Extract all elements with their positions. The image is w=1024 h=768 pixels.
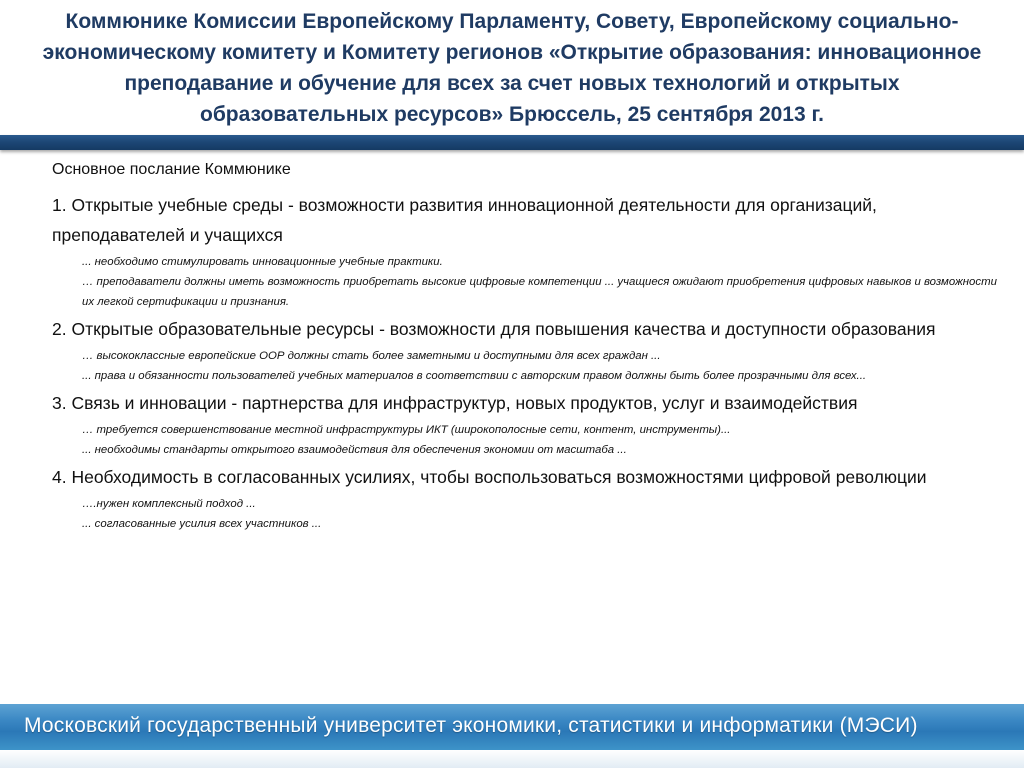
bullet-item: ….нужен комплексный подход ... [82,498,256,510]
section-bullets [82,346,997,386]
section-1 [52,190,997,312]
bullet-item: ... необходимо стимулировать инновационные учебные практики. [82,256,443,268]
section-heading: 2. Открытые образовательные ресурсы - возможности для повышения качества и доступности образования [52,319,936,339]
bullet-item: ... необходимы стандарты открытого взаимодействия для обеспечения экономии от масштаба ... [82,444,627,456]
bullet-item: … преподаватели должны иметь возможность приобретать высокие цифровые компетенции ... учащиеся ожидают приобретения цифровых навыков и возможности их легкой сертификации и признания. [82,276,997,308]
bullet-item: ... права и обязанности пользователей учебных материалов в соответствии с авторским правом должны быть более прозрачными для всех... [82,370,867,382]
section-bullets [82,252,997,312]
section-heading: 1. Открытые учебные среды - возможности развития инновационной деятельности для организаций, преподавателей и учащихся [52,195,877,245]
section-2 [52,314,997,386]
footer-banner [0,704,1024,750]
section-bullets [82,420,997,460]
footer-bottom-strip [0,750,1024,768]
title-divider-bar [0,135,1024,150]
bullet-item: … требуется совершенствование местной инфраструктуры ИКТ (широкополосные сети, контент, инструменты)... [82,424,731,436]
section-heading: 4. Необходимость в согласованных усилиях, чтобы воспользоваться возможностями цифровой революции [52,467,927,487]
bullet-item: … высококлассные европейские ООР должны стать более заметными и доступными для всех граждан ... [82,350,661,362]
footer-university-name: Московский государственный университет экономики, статистики и информатики (МЭСИ) [24,714,918,737]
section-heading: 3. Связь и инновации - партнерства для инфраструктур, новых продуктов, услуг и взаимодействия [52,393,858,413]
slide-title: Коммюнике Комиссии Европейскому Парламенту, Совету, Европейскому социально-экономическому комитету и Комитету регионов «Открытие образования: инновационное преподавание и обучение для всех за счет новых технологий и открытых образовательных ресурсов» Брюссель, 25 сентября 2013 г. [42,10,982,126]
bullet-item: ... согласованные усилия всех участников ... [82,518,322,530]
section-3 [52,388,997,460]
lead-text: Основное послание Коммюнике [52,161,291,178]
section-4 [52,462,997,534]
section-bullets [82,494,997,534]
slide-body [52,158,997,536]
